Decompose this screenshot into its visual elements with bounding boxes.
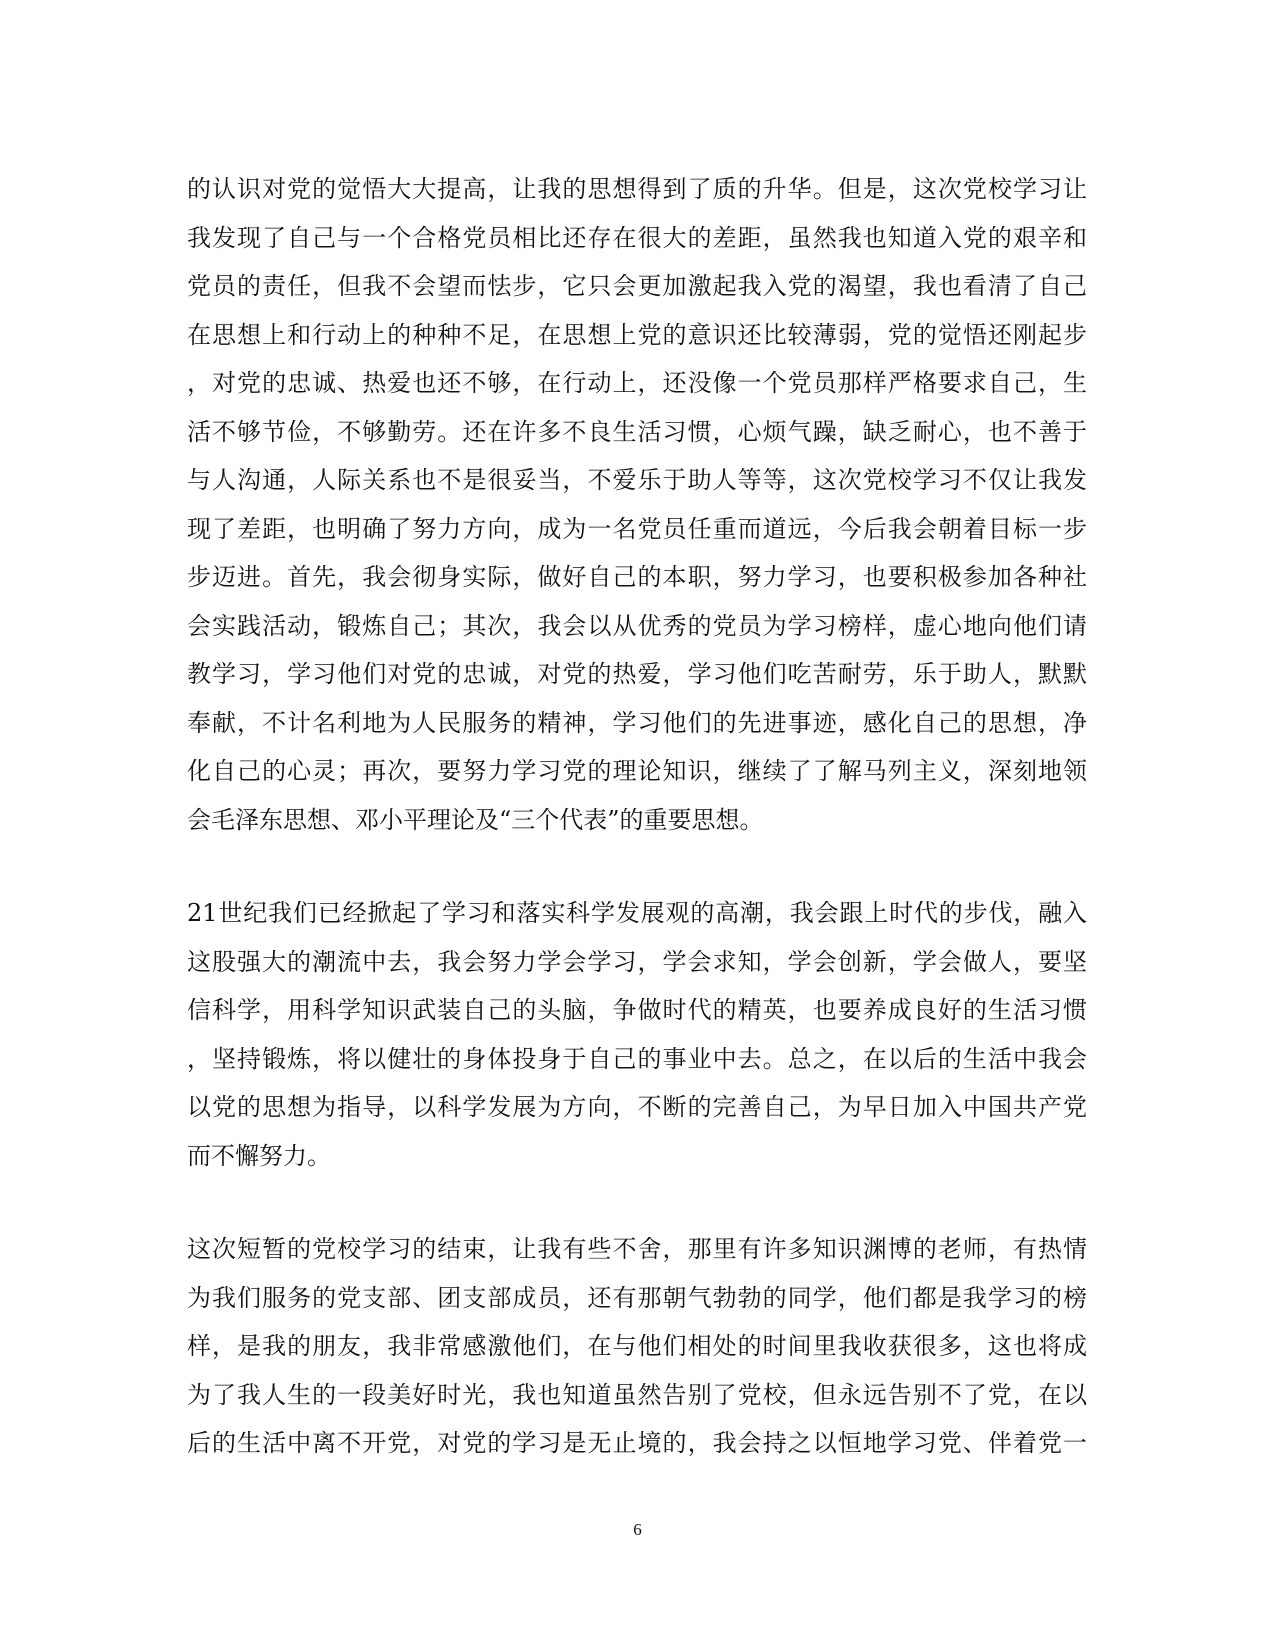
text-line: 会实践活动，锻炼自己；其次，我会以从优秀的党员为学习榜样，虚心地向他们请 <box>187 611 1087 640</box>
text-line: 这股强大的潮流中去，我会努力学会学习，学会求知，学会创新，学会做人，要坚 <box>187 947 1087 976</box>
text-line: 在思想上和行动上的种种不足，在思想上党的意识还比较薄弱，党的觉悟还刚起步 <box>187 320 1087 349</box>
text-line: 样，是我的朋友，我非常感激他们，在与他们相处的时间里我收获很多，这也将成 <box>187 1332 1087 1360</box>
text-line: 现了差距，也明确了努力方向，成为一名党员任重而道远，今后我会朝着目标一步 <box>187 514 1087 543</box>
text-line: 后的生活中离不开党，对党的学习是无止境的，我会持之以恒地学习党、伴着党一 <box>187 1429 1087 1457</box>
text-line: 信科学，用科学知识武装自己的头脑，争做时代的精英，也要养成良好的生活习惯 <box>187 996 1087 1024</box>
text-line: 会毛泽东思想、邓小平理论及“三个代表”的重要思想。 <box>187 805 764 834</box>
text-line: 我发现了自己与一个合格党员相比还存在很大的差距，虽然我也知道入党的艰辛和 <box>187 223 1087 252</box>
text-line: ，坚持锻炼，将以健壮的身体投身于自己的事业中去。总之，在以后的生活中我会 <box>187 1044 1087 1073</box>
text-line: 为了我人生的一段美好时光，我也知道虽然告别了党校，但永远告别不了党，在以 <box>187 1380 1087 1409</box>
text-line: 步迈进。首先，我会彻身实际，做好自己的本职，努力学习，也要积极参加各种社 <box>187 563 1087 591</box>
text-line: 以党的思想为指导，以科学发展为方向，不断的完善自己，为早日加入中国共产党 <box>187 1093 1087 1121</box>
text-line: 奉献，不计名利地为人民服务的精神，学习他们的先进事迹，感化自己的思想，净 <box>187 708 1087 737</box>
text-line: 活不够节俭，不够勤劳。还在许多不良生活习惯，心烦气躁，缺乏耐心，也不善于 <box>187 417 1087 446</box>
text-line: 化自己的心灵；再次，要努力学习党的理论知识，继续了了解马列主义，深刻地领 <box>187 757 1087 785</box>
body-text <box>187 165 1087 1468</box>
text-line: 党员的责任，但我不会望而怯步，它只会更加激起我入党的渴望，我也看清了自己 <box>187 272 1087 300</box>
text-line: 这次短暂的党校学习的结束，让我有些不舍，那里有许多知识渊博的老师，有热情 <box>187 1235 1087 1263</box>
text-line: 21世纪我们已经掀起了学习和落实科学发展观的高潮，我会跟上时代的步伐，融入 <box>187 899 1087 927</box>
text-line: 教学习，学习他们对党的忠诚，对党的热爱，学习他们吃苦耐劳，乐于助人，默默 <box>187 660 1087 688</box>
text-line: 而不懈努力。 <box>187 1141 331 1170</box>
page-number: 6 <box>633 1520 642 1539</box>
text-line: 的认识对党的觉悟大大提高，让我的思想得到了质的升华。但是，这次党校学习让 <box>187 175 1087 203</box>
text-line: ，对党的忠诚、热爱也还不够，在行动上，还没像一个党员那样严格要求自己，生 <box>187 369 1087 397</box>
paragraph-2 <box>187 889 1087 1180</box>
paragraph-1 <box>187 165 1087 844</box>
text-line: 为我们服务的党支部、团支部成员，还有那朝气勃勃的同学，他们都是我学习的榜 <box>187 1283 1087 1312</box>
paragraph-3 <box>187 1225 1087 1468</box>
text-line: 与人沟通，人际关系也不是很妥当，不爱乐于助人等等，这次党校学习不仅让我发 <box>187 466 1087 494</box>
